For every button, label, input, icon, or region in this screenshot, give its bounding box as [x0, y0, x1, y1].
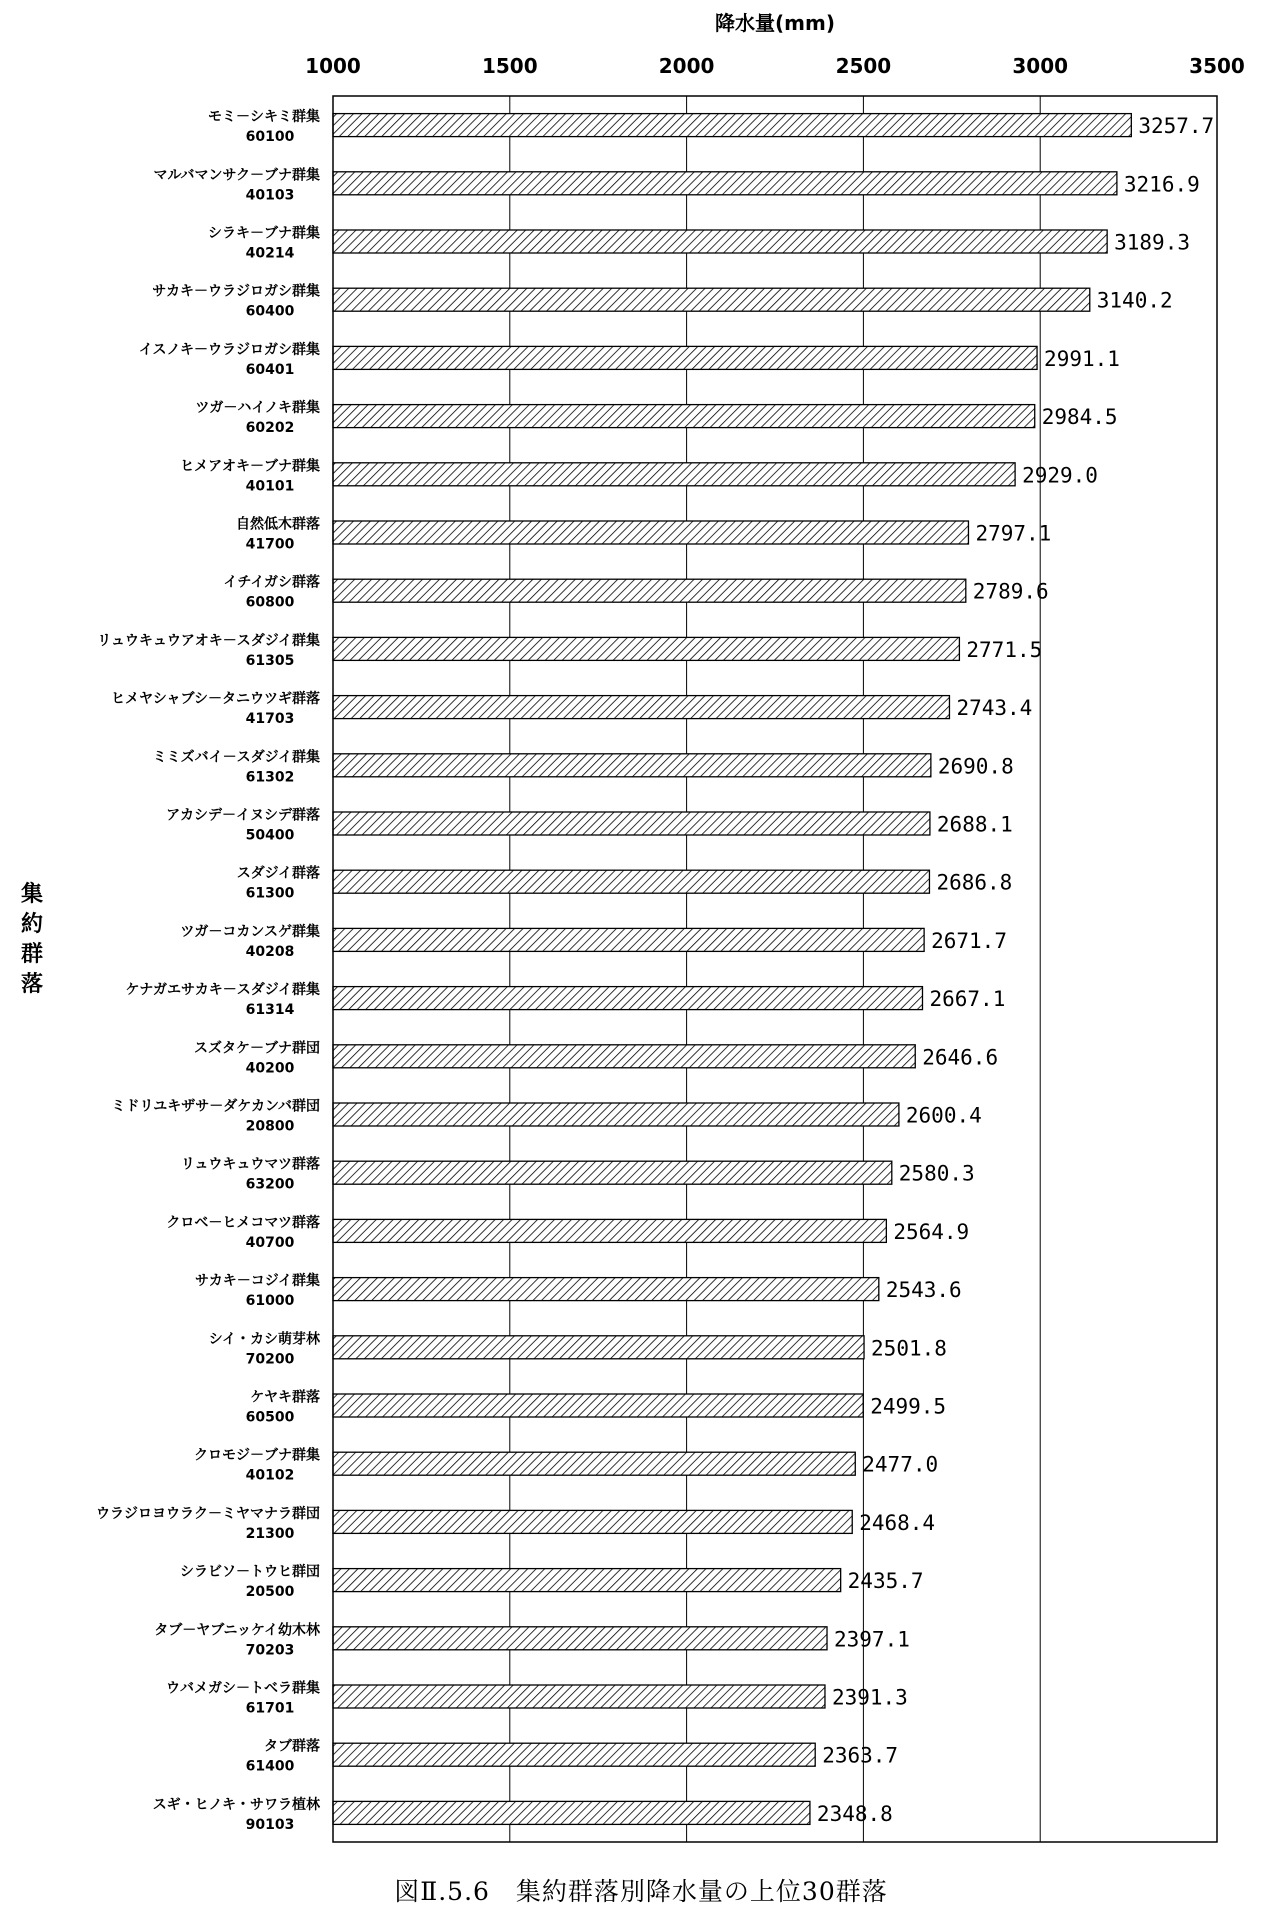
- bar: [333, 637, 959, 660]
- value-label: 2646.6: [922, 1045, 999, 1070]
- category-name: ヒメアオキ－ブナ群集: [180, 458, 320, 475]
- value-label: 2477.0: [862, 1452, 939, 1477]
- category-name: サカキ－ウラジロガシ群集: [152, 283, 320, 300]
- category-name: タブ－ヤブニッケイ幼木林: [154, 1622, 320, 1639]
- category-code: 41700: [245, 536, 295, 553]
- category-name: クロベ－ヒメコマツ群落: [166, 1214, 320, 1231]
- value-label: 2690.8: [937, 754, 1014, 779]
- category-code: 61305: [245, 652, 295, 669]
- value-label: 2984.5: [1041, 405, 1118, 430]
- value-label: 2435.7: [847, 1569, 924, 1594]
- bar: [333, 1161, 892, 1184]
- category-code: 20500: [245, 1584, 295, 1601]
- bar: [333, 1510, 852, 1533]
- category-name: マルバマンサク－ブナ群集: [153, 167, 320, 184]
- category-code: 50400: [245, 827, 295, 844]
- category-name: ヒメヤシャブシ－タニウツギ群落: [110, 691, 320, 708]
- category-name: ツガ－コカンスゲ群集: [180, 923, 320, 940]
- y-axis-title-char: 落: [20, 972, 43, 997]
- y-axis-title-char: 集: [20, 882, 43, 907]
- category-code: 61302: [245, 769, 295, 786]
- bar: [333, 1743, 815, 1766]
- category-code: 61300: [245, 885, 295, 902]
- value-label: 2564.9: [893, 1219, 970, 1244]
- value-label: 3140.2: [1096, 288, 1173, 313]
- category-name: 自然低木群落: [236, 516, 320, 533]
- bar: [333, 1569, 841, 1592]
- bars: [333, 114, 1131, 1825]
- category-code: 20800: [245, 1118, 295, 1135]
- x-tick-label: 3000: [1012, 54, 1069, 78]
- bar: [333, 172, 1117, 195]
- category-name: スダジイ群落: [236, 865, 320, 882]
- category-code: 60202: [245, 420, 295, 437]
- value-label: 2667.1: [929, 987, 1006, 1012]
- category-name: ウラジロヨウラク－ミヤマナラ群団: [96, 1505, 320, 1522]
- category-name: アカシデ－イヌシデ群落: [166, 807, 320, 824]
- category-code: 60400: [245, 303, 295, 320]
- category-name: シイ・カシ萌芽林: [208, 1331, 320, 1348]
- category-code: 90103: [245, 1816, 295, 1833]
- category-name: サカキ－コジイ群集: [194, 1273, 320, 1290]
- bar: [333, 1452, 855, 1475]
- bar: [333, 346, 1037, 369]
- category-name: イチイガシ群落: [223, 574, 320, 591]
- bar: [333, 1685, 825, 1708]
- value-label: 2797.1: [975, 521, 1052, 546]
- category-name: リュウキュウマツ群落: [180, 1156, 320, 1173]
- category-code: 60500: [245, 1409, 295, 1426]
- value-label: 2580.3: [898, 1161, 975, 1186]
- value-label: 2789.6: [972, 579, 1049, 604]
- value-label: 2686.8: [936, 870, 1013, 895]
- bar: [333, 754, 931, 777]
- category-name: リュウキュウアオキ－スダジイ群集: [97, 632, 320, 649]
- value-label: 2929.0: [1022, 463, 1098, 488]
- category-labels: [96, 108, 321, 1833]
- category-code: 40208: [245, 943, 295, 960]
- category-name: ケヤキ群落: [250, 1389, 320, 1406]
- x-tick-label: 1500: [481, 54, 538, 78]
- value-label: 2501.8: [871, 1336, 947, 1361]
- value-label: 3189.3: [1114, 230, 1190, 255]
- value-label: 2468.4: [859, 1510, 936, 1535]
- bar: [333, 405, 1035, 428]
- value-label: 2600.4: [905, 1103, 982, 1128]
- bar: [333, 987, 922, 1010]
- value-label: 2743.4: [956, 696, 1033, 721]
- bar: [333, 812, 930, 835]
- x-tick-label: 1000: [305, 54, 361, 78]
- value-label: 3257.7: [1138, 114, 1215, 139]
- value-label: 3216.9: [1123, 172, 1200, 197]
- category-code: 21300: [245, 1525, 295, 1542]
- value-label: 2671.7: [931, 928, 1007, 953]
- category-code: 61400: [245, 1758, 295, 1775]
- category-name: クロモジ－ブナ群集: [194, 1447, 320, 1464]
- bar: [333, 1627, 827, 1650]
- category-code: 40102: [245, 1467, 295, 1484]
- category-code: 40214: [245, 245, 295, 262]
- category-name: ミミズバイ－スダジイ群集: [152, 749, 320, 766]
- category-code: 70200: [245, 1351, 295, 1368]
- bar: [333, 1103, 899, 1126]
- y-axis-title-char: 約: [20, 912, 43, 937]
- value-label: 2991.1: [1044, 346, 1120, 371]
- value-label: 2391.3: [831, 1685, 908, 1710]
- category-name: スズタケ－ブナ群団: [194, 1040, 320, 1057]
- category-code: 61314: [245, 1002, 295, 1019]
- category-name: シラキ－ブナ群集: [208, 225, 320, 242]
- bar: [333, 579, 966, 602]
- value-label: 2348.8: [816, 1801, 893, 1826]
- value-label: 2543.6: [885, 1278, 962, 1303]
- category-code: 61000: [245, 1293, 295, 1310]
- value-label: 2363.7: [822, 1743, 899, 1768]
- y-axis-title-char: 群: [20, 942, 43, 967]
- x-tick-label: 3500: [1189, 54, 1245, 78]
- category-code: 40200: [245, 1060, 295, 1077]
- category-code: 60800: [245, 594, 295, 611]
- value-label: 2397.1: [834, 1627, 910, 1652]
- value-labels: [817, 114, 1214, 1826]
- bar: [333, 1801, 810, 1824]
- x-tick-label: 2000: [658, 54, 715, 78]
- category-code: 63200: [245, 1176, 295, 1193]
- bar: [333, 1336, 864, 1359]
- category-code: 70203: [245, 1642, 295, 1659]
- category-code: 40101: [245, 478, 295, 495]
- bar: [333, 114, 1131, 137]
- category-name: イスノキ－ウラジロガシ群集: [138, 341, 320, 358]
- bar: [333, 1045, 915, 1068]
- figure-caption: 図Ⅱ.5.6 集約群落別降水量の上位30群落: [394, 1877, 888, 1906]
- value-label: 2688.1: [936, 812, 1013, 837]
- category-name: モミ－シキミ群集: [208, 109, 320, 126]
- x-tick-label: 2500: [835, 54, 892, 78]
- bar: [333, 463, 1015, 486]
- y-axis-title: [14, 880, 50, 1000]
- value-label: 2771.5: [966, 637, 1043, 662]
- bar: [333, 230, 1107, 253]
- category-code: 61701: [245, 1700, 295, 1717]
- category-code: 40103: [245, 187, 295, 204]
- category-code: 60401: [245, 361, 295, 378]
- bar: [333, 1278, 879, 1301]
- bar: [333, 870, 929, 893]
- x-tick-labels: [305, 54, 1245, 78]
- category-name: タブ群落: [264, 1738, 320, 1755]
- category-name: ミドリユキザサ－ダケカンバ群団: [111, 1098, 320, 1115]
- bar: [333, 521, 968, 544]
- category-code: 60100: [245, 129, 295, 146]
- bar: [333, 288, 1090, 311]
- bar: [333, 1219, 886, 1242]
- category-name: ケナガエサカキ－スダジイ群集: [125, 982, 320, 999]
- category-name: ウバメガシ－トベラ群集: [166, 1680, 320, 1697]
- category-code: 41703: [245, 711, 295, 728]
- category-name: シラビソ－トウヒ群団: [180, 1564, 320, 1581]
- x-axis-title: 降水量(mm): [715, 11, 835, 35]
- value-label: 2499.5: [870, 1394, 947, 1419]
- bar: [333, 1394, 863, 1417]
- bar: [333, 696, 949, 719]
- bar: [333, 928, 924, 951]
- category-code: 40700: [245, 1234, 295, 1251]
- category-name: スギ・ヒノキ・サワラ植林: [152, 1796, 320, 1813]
- category-name: ツガ－ハイノキ群集: [195, 400, 320, 417]
